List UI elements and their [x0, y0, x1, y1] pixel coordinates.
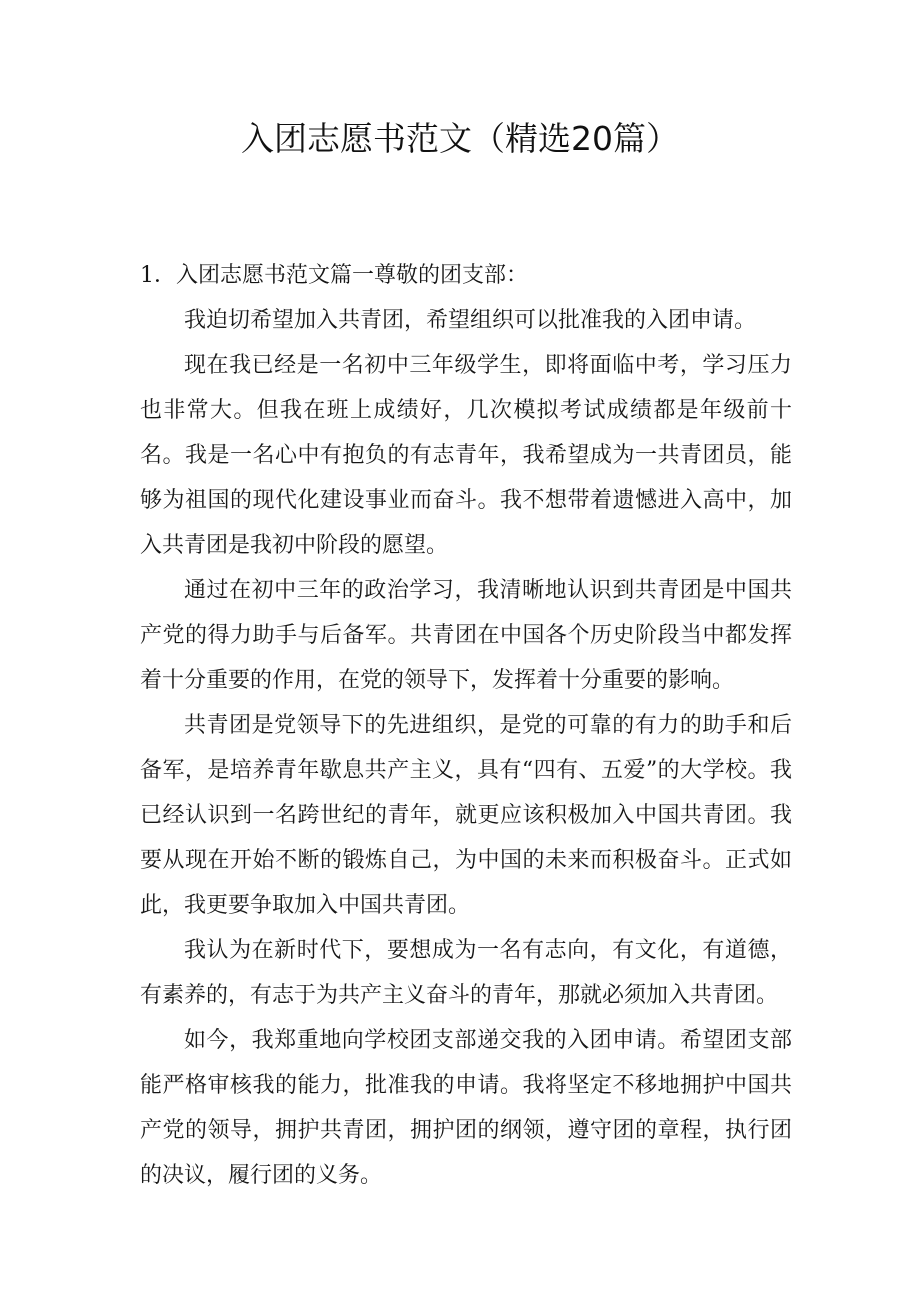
paragraph-2: 现在我已经是一名初中三年级学生，即将面临中考，学习压力也非常大。但我在班上成绩好，几次模拟考试成绩都是年级前十名。我是一名心中有抱负的有志青年，我希望成为一共青团员，能够为祖国的现代化建设事业而奋斗。我不想带着遗憾进入高中，加入共青团是我初中阶段的愿望。 — [140, 353, 792, 558]
section-heading: 1．入团志愿书范文篇一尊敬的团支部： — [140, 263, 528, 288]
document-body — [140, 253, 792, 1198]
paragraph-4: 共青团是党领导下的先进组织，是党的可靠的有力的助手和后备军，是培养青年歇息共产主义，具有“四有、五爱”的大学校。我已经认识到一名跨世纪的青年，就更应该积极加入中国共青团。我要从现在开始不断的锻炼自己，为中国的未来而积极奋斗。正式如此，我更要争取加入中国共青团。 — [140, 713, 792, 918]
paragraph-3: 通过在初中三年的政治学习，我清晰地认识到共青团是中国共产党的得力助手与后备军。共青团在中国各个历史阶段当中都发挥着十分重要的作用，在党的领导下，发挥着十分重要的影响。 — [140, 578, 792, 693]
paragraph-1: 我迫切希望加入共青团，希望组织可以批准我的入团申请。 — [184, 308, 757, 333]
document-title: 入团志愿书范文（精选20篇） — [241, 119, 679, 158]
paragraph-5: 我认为在新时代下，要想成为一名有志向，有文化，有道德，有素养的，有志于为共产主义奋斗的青年，那就必须加入共青团。 — [140, 938, 792, 1008]
paragraph-6: 如今，我郑重地向学校团支部递交我的入团申请。希望团支部能严格审核我的能力，批准我的申请。我将坚定不移地拥护中国共产党的领导，拥护共青团，拥护团的纲领，遵守团的章程，执行团的决议，履行团的义务。 — [140, 1028, 792, 1188]
